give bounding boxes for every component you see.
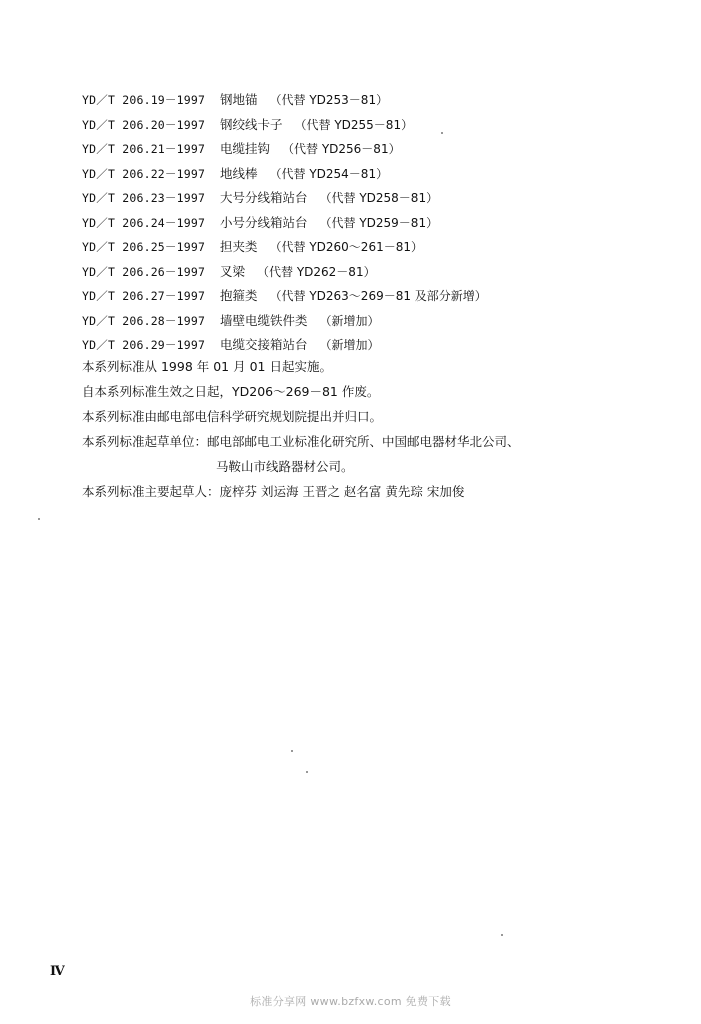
standard-code: YD／T 206.19－1997 <box>82 93 206 107</box>
standard-note: （代替 YD256－81） <box>282 142 401 156</box>
standard-note: （代替 YD255－81） <box>294 117 414 132</box>
standard-code: YD／T 206.29－1997 <box>82 338 206 352</box>
standard-code: YD／T 206.27－1997 <box>82 289 206 303</box>
standard-note: （代替 YD263～269－81 及部分新增） <box>269 289 487 303</box>
drafting-units-continued-text: 马鞍山市线路器材公司。 <box>216 459 354 474</box>
standard-code: YD／T 206.20－1997 <box>82 117 206 132</box>
scan-speck <box>306 771 308 773</box>
standard-item <box>82 88 487 113</box>
standard-note: （代替 YD258－81） <box>319 191 439 205</box>
standard-title: 电缆挂钩 <box>220 141 271 156</box>
scan-speck <box>441 132 443 134</box>
standard-note: （新增加） <box>319 338 380 352</box>
standard-title: 抱箍类 <box>220 288 258 303</box>
scan-speck <box>38 518 40 520</box>
standard-item <box>82 162 487 187</box>
standard-item <box>82 186 487 211</box>
standard-note: （新增加） <box>319 313 380 328</box>
standard-code: YD／T 206.26－1997 <box>82 264 206 279</box>
standard-title: 担夹类 <box>220 239 258 254</box>
effective-date-text: 本系列标准从 1998 年 01 月 01 日起实施。 <box>82 359 332 374</box>
supersede-text: 自本系列标准生效之日起，YD206～269－81 作废。 <box>82 384 380 399</box>
standard-code: YD／T 206.24－1997 <box>82 215 206 230</box>
standard-title: 钢地锚 <box>220 92 258 107</box>
standard-item <box>82 333 487 358</box>
standard-code: YD／T 206.28－1997 <box>82 313 206 328</box>
standard-title: 叉梁 <box>220 263 246 279</box>
standard-item <box>82 309 487 334</box>
standard-note: （代替 YD259－81） <box>319 215 439 230</box>
scan-speck <box>501 934 503 936</box>
standard-item <box>82 235 487 260</box>
standard-title: 电缆交接箱站台 <box>220 337 308 352</box>
page-number: Ⅳ <box>50 964 65 979</box>
standard-item <box>82 137 487 162</box>
watermark-text: 标准分享网 www.bzfxw.com 免费下载 <box>250 995 451 1008</box>
standard-title: 墙壁电缆铁件类 <box>220 312 308 328</box>
standard-title: 钢绞线卡子 <box>220 116 283 132</box>
standards-list <box>82 88 487 358</box>
standard-note: （代替 YD254－81） <box>269 166 389 181</box>
scan-speck <box>291 750 293 752</box>
standard-code: YD／T 206.25－1997 <box>82 240 206 254</box>
standard-note: （代替 YD262－81） <box>257 264 376 279</box>
standard-item <box>82 284 487 309</box>
standard-code: YD／T 206.21－1997 <box>82 142 206 156</box>
standard-title: 小号分线箱站台 <box>220 214 308 230</box>
standard-code: YD／T 206.23－1997 <box>82 191 206 205</box>
standard-title: 大号分线箱站台 <box>220 190 308 205</box>
standard-title: 地线棒 <box>220 165 258 181</box>
proposed-by-text: 本系列标准由邮电部电信科学研究规划院提出并归口。 <box>82 409 383 424</box>
standard-item <box>82 211 487 236</box>
standard-code: YD／T 206.22－1997 <box>82 166 206 181</box>
drafters-text: 本系列标准主要起草人：庞梓芬 刘运海 王晋之 赵名富 黄先琮 宋加俊 <box>82 484 465 499</box>
drafting-units-text: 本系列标准起草单位：邮电部邮电工业标准化研究所、中国邮电器材华北公司、 <box>82 434 520 449</box>
standard-item <box>82 260 487 285</box>
standard-note: （代替 YD260～261－81） <box>269 240 423 254</box>
standard-note: （代替 YD253－81） <box>269 93 389 107</box>
standard-item <box>82 113 487 138</box>
